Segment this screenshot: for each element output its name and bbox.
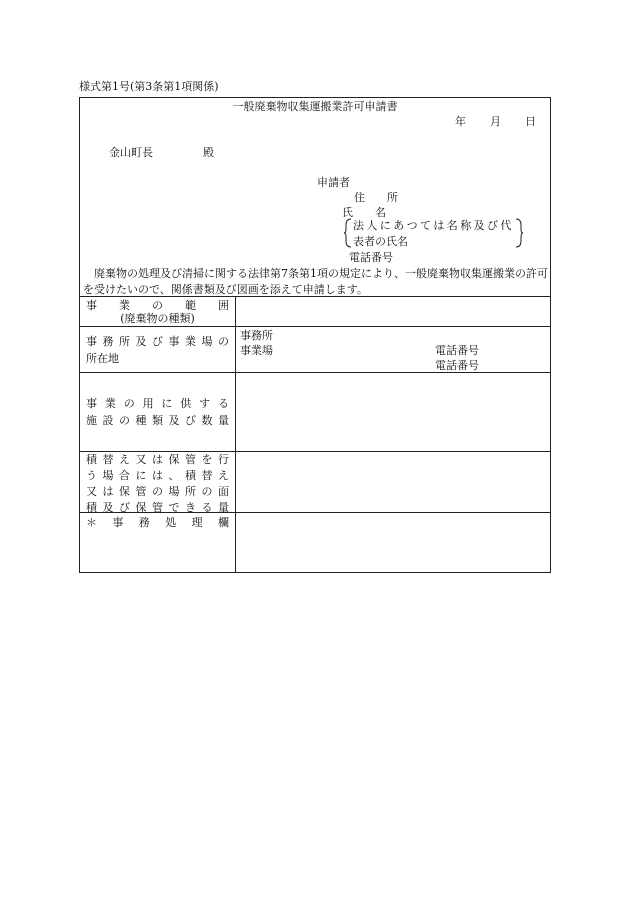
date-month-label: 月	[490, 115, 501, 128]
site-label: 事業場	[240, 344, 273, 357]
row-divider-2	[80, 372, 550, 373]
table-column-divider	[235, 297, 236, 572]
storage-line4: 積及び保管できる量	[86, 501, 229, 514]
storage-line3: 又は保管の場所の面	[86, 485, 229, 498]
form-number-label: 様式第1号(第3条第1項関係)	[79, 80, 219, 93]
storage-line2: う場合には、積替え	[86, 469, 229, 482]
corporate-note-line1: 法人にあつては名称及び代	[353, 219, 514, 232]
addressee-honorific: 殿	[203, 146, 214, 159]
corporate-note-bracket	[344, 217, 523, 249]
corporate-note-line2: 表者の氏名	[353, 235, 408, 248]
application-statement	[83, 266, 549, 298]
application-details-table	[79, 296, 551, 573]
application-statement-text: 廃棄物の処理及び清掃に関する法律第7条第1項の規定により、一般廃棄物収集運搬業の許可を受けたいので、関係書類及び図画を添えて申請します。	[83, 267, 548, 296]
applicant-heading: 申請者	[317, 176, 350, 189]
document-title: 一般廃棄物収集運搬業許可申請書	[232, 100, 398, 113]
business-scope-line1: 事業の範囲	[86, 299, 229, 312]
site-phone-label: 電話番号	[435, 359, 479, 372]
row-storage-label	[86, 452, 229, 516]
applicant-address-label: 住 所	[354, 191, 398, 204]
facilities-line2: 施設の種類及び数量	[86, 414, 229, 427]
applicant-phone-label: 電話番号	[349, 251, 393, 264]
business-scope-line2: (廃棄物の種類)	[120, 312, 195, 325]
office-location-line2: 所在地	[86, 352, 119, 365]
addressee-name: 金山町長	[109, 146, 153, 159]
office-use-text: ＊事務処理欄	[86, 516, 229, 529]
row-business-scope-label	[86, 297, 229, 327]
row-office-use-label	[86, 514, 229, 531]
office-label: 事務所	[240, 329, 273, 342]
facilities-line1: 事業の用に供する	[86, 397, 229, 410]
date-day-label: 日	[525, 115, 536, 128]
office-phone-label: 電話番号	[435, 344, 479, 357]
date-year-label: 年	[455, 115, 466, 128]
applicant-name-label: 氏 名	[342, 206, 386, 219]
storage-line1: 積替え又は保管を行	[86, 453, 229, 466]
row-office-location-label	[86, 333, 229, 367]
office-location-line1: 事務所及び事業場の	[86, 335, 229, 348]
row-facilities-label	[86, 395, 229, 429]
